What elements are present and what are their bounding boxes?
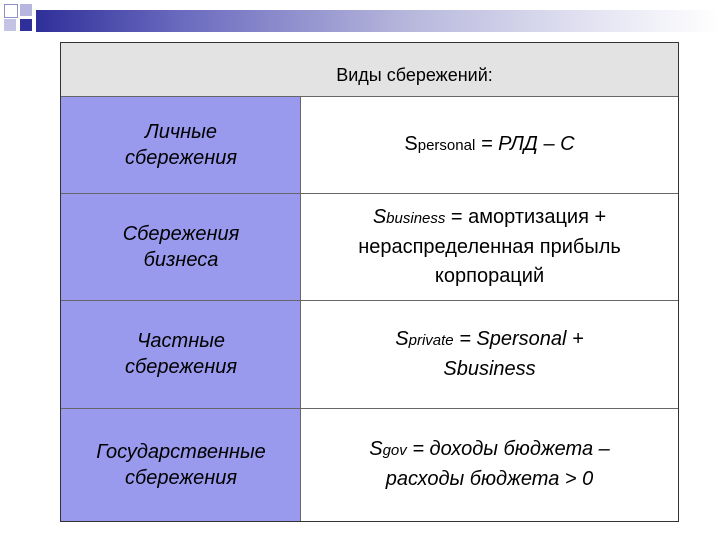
formula-subscript: private <box>408 331 454 349</box>
decor-square <box>20 19 32 31</box>
formula-subscript: gov <box>382 442 407 459</box>
title-gradient-bar <box>36 10 720 32</box>
decor-square <box>4 4 18 18</box>
label-line: Частные <box>136 330 226 352</box>
formula-text: корпораций <box>434 264 545 287</box>
label-line: бизнеса <box>143 248 219 271</box>
formula-text: нераспределенная прибыль <box>358 235 621 258</box>
row-label-business <box>61 193 301 300</box>
row-label-personal <box>61 97 301 193</box>
label-line: сбережения <box>124 356 238 378</box>
savings-table <box>60 42 679 522</box>
formula-s: S <box>372 205 387 228</box>
label-line: Государственные <box>96 440 266 463</box>
formula-subscript: personal <box>417 137 476 154</box>
row-formula-government <box>301 408 678 521</box>
formula-s: S <box>369 438 383 460</box>
row-label-private <box>61 300 301 408</box>
decor-square <box>4 19 16 31</box>
formula-text: Sbusiness <box>443 357 536 380</box>
formula-text: = доходы бюджета – <box>406 438 610 460</box>
row-formula-personal <box>301 97 678 193</box>
formula-text: = Spersonal + <box>453 327 584 350</box>
label-line: Сбережения <box>122 222 240 245</box>
page-title: Виды сбережений: <box>336 65 493 85</box>
formula-s: S <box>404 133 418 155</box>
formula-text: = амортизация + <box>445 205 607 228</box>
row-formula-business <box>301 193 678 300</box>
formula-subscript: business <box>386 209 446 227</box>
label-line: сбережения <box>124 147 238 169</box>
label-line: сбережения <box>124 466 238 489</box>
row-label-government <box>61 408 301 521</box>
decor-square <box>20 4 32 16</box>
formula-text: расходы бюджета > 0 <box>385 468 594 490</box>
formula-s: S <box>395 327 409 350</box>
label-line: Личные <box>144 121 218 143</box>
row-formula-private <box>301 300 678 408</box>
formula-text: = РЛД – С <box>475 133 575 155</box>
table-header <box>61 43 678 97</box>
